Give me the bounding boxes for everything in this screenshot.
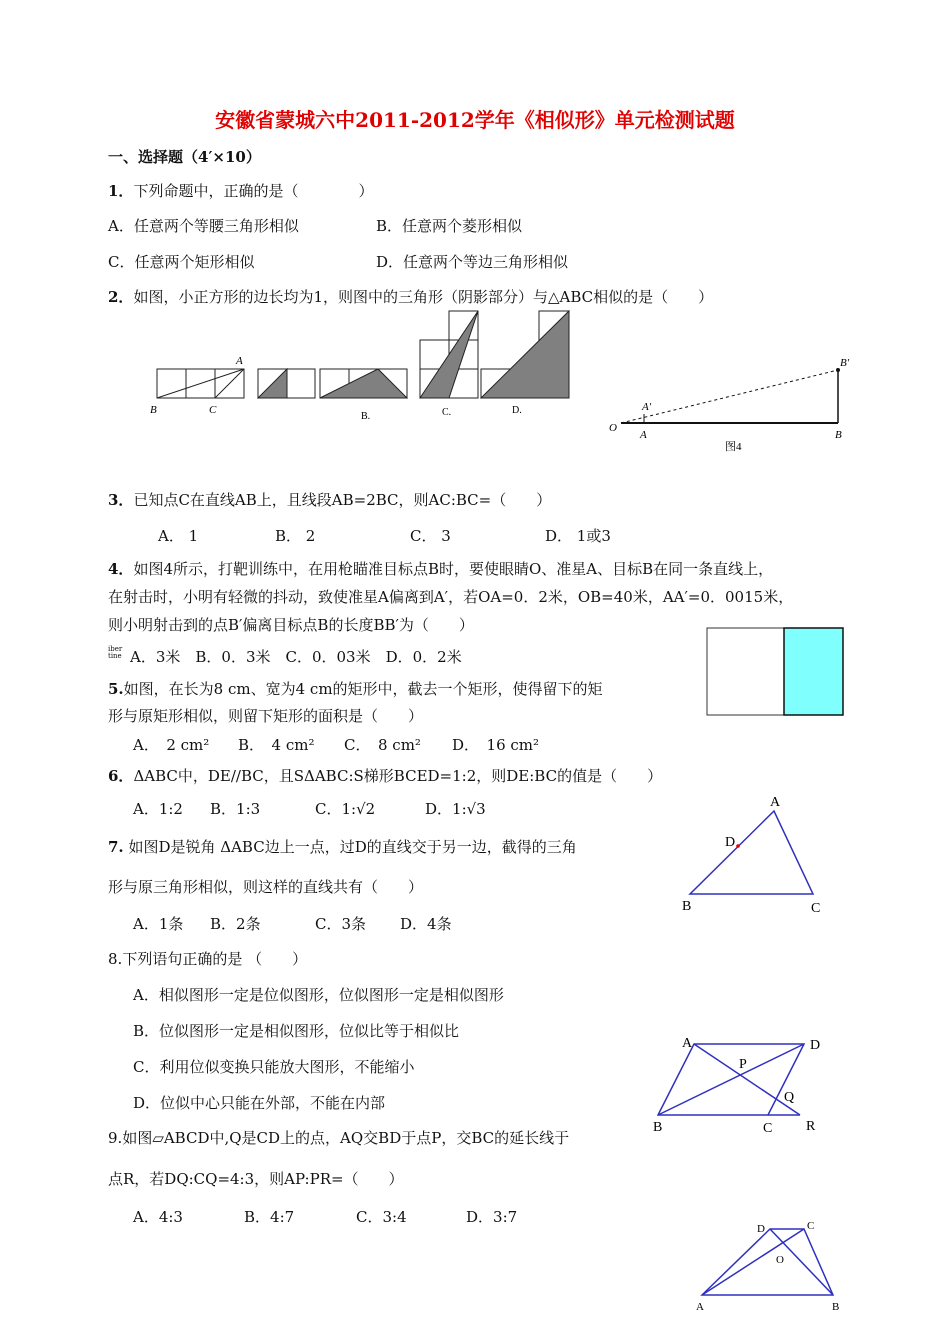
question-line: 如图▱ABCD中,Q是CD上的点，AQ交BD于点P，交BC的延长线于 xyxy=(122,1129,570,1147)
q9-label-d: D xyxy=(810,1038,821,1053)
trap-label-d: D xyxy=(757,1223,765,1235)
q3-option-b: B． 2 xyxy=(275,527,316,545)
question-line: 如图D是锐角 ΔABC边上一点，过D的直线交于另一边，截得的三角 xyxy=(128,838,577,856)
question-4 xyxy=(108,558,773,579)
question-line: 如图4所示，打靶训练中，在用枪瞄准目标点B时，要使眼睛O、准星A、目标B在同一条直线上， xyxy=(133,560,774,578)
question-number: 7. xyxy=(108,838,124,856)
q8-option-b: B．位似图形一定是相似图形，位似比等于相似比 xyxy=(133,1022,460,1040)
q9-option-b: B．4:7 xyxy=(244,1208,295,1226)
question-4-line-3: 则小明射击到的点B′偏离目标点B的长度BB′为（ ） xyxy=(108,616,474,634)
q9-label-p: P xyxy=(739,1057,747,1072)
trap-label-c: C xyxy=(807,1220,815,1232)
question-8 xyxy=(108,948,307,969)
option-b-label: B. xyxy=(361,411,371,422)
trap-label-b: B xyxy=(832,1301,840,1313)
q7-label-a: A xyxy=(770,795,781,810)
question-stem: 如图，小正方形的边长均为1，则图中的三角形（阴影部分）与△ABC相似的是（ ） xyxy=(133,288,714,306)
question-9 xyxy=(108,1127,569,1148)
q7-option-d: D．4条 xyxy=(400,915,452,933)
q7-option-a: A．1条 xyxy=(133,915,184,933)
fig4-o: O xyxy=(609,422,617,434)
q8-option-d: D．位似中心只能在外部，不能在内部 xyxy=(133,1094,386,1112)
q5-option-d: D． 16 cm² xyxy=(452,736,540,754)
question-7 xyxy=(108,836,577,857)
question-number: 5. xyxy=(108,680,124,698)
trap-label-a: A xyxy=(696,1301,704,1313)
q8-option-c: C．利用位似变换只能放大图形，不能缩小 xyxy=(133,1058,415,1076)
question-6 xyxy=(108,765,662,786)
page-title: 安徽省蒙城六中2011-2012学年《相似形》单元检测试题 xyxy=(215,108,735,132)
question-7-line-2: 形与原三角形相似，则这样的直线共有（ ） xyxy=(108,878,424,896)
q9-option-a: A．4:3 xyxy=(133,1208,183,1226)
label-a: A xyxy=(236,355,243,367)
q7-label-b: B xyxy=(682,899,692,914)
q9-option-c: C．3:4 xyxy=(356,1208,407,1226)
q7-label-d: D xyxy=(725,835,736,850)
question-number: 1． xyxy=(108,182,134,200)
fig4-a: A xyxy=(640,429,647,441)
label-b: B xyxy=(150,404,157,416)
q4-options: A．3米 B．0．3米 C．0．03米 D．0．2米 xyxy=(130,648,462,666)
question-9-line-2: 点R，若DQ:CQ=4:3，则AP:PR=（ ） xyxy=(108,1170,404,1188)
q6-option-a: A．1:2 xyxy=(133,800,183,818)
question-number: 9. xyxy=(108,1129,123,1147)
q9-label-b: B xyxy=(653,1120,663,1135)
option-c-label: C. xyxy=(442,407,452,418)
question-number: 4． xyxy=(108,560,134,578)
question-stem: 下列命题中，正确的是（ ） xyxy=(133,182,374,200)
q7-option-c: C．3条 xyxy=(315,915,367,933)
q3-option-d: D． 1或3 xyxy=(545,527,611,545)
q3-option-c: C． 3 xyxy=(410,527,451,545)
q7-option-b: B．2条 xyxy=(210,915,261,933)
q5-option-a: A． 2 cm² xyxy=(133,736,210,754)
option-d-label: D. xyxy=(512,405,522,416)
question-stem: ΔABC中，DE//BC，且SΔABC:S梯形BCED=1:2，则DE:BC的值是（ ） xyxy=(133,767,663,785)
q5-option-b: B． 4 cm² xyxy=(238,736,315,754)
trap-label-o: O xyxy=(776,1254,784,1266)
scan-artifact: iber tine xyxy=(108,645,123,660)
fig4-b-prime: B′ xyxy=(840,357,850,369)
q1-option-c: C．任意两个矩形相似 xyxy=(108,253,255,271)
q5-option-c: C． 8 cm² xyxy=(344,736,421,754)
q9-label-c: C xyxy=(763,1121,773,1136)
question-line: 如图，在长为8 cm、宽为4 cm的矩形中，截去一个矩形，使得留下的矩 xyxy=(123,680,603,698)
q6-option-c: C．1:√2 xyxy=(315,800,376,818)
q1-option-b: B．任意两个菱形相似 xyxy=(376,217,523,235)
q1-option-d: D．任意两个等边三角形相似 xyxy=(376,253,569,271)
q9-label-q: Q xyxy=(784,1090,795,1105)
question-number: 6． xyxy=(108,767,134,785)
q9-option-d: D．3:7 xyxy=(466,1208,518,1226)
q1-option-a: A．任意两个等腰三角形相似 xyxy=(108,217,299,235)
q6-option-b: B．1:3 xyxy=(210,800,261,818)
section-heading: 一、选择题（4′×10） xyxy=(108,148,261,166)
question-5-line-2: 形与原矩形相似，则留下矩形的面积是（ ） xyxy=(108,707,424,725)
q9-label-a: A xyxy=(682,1036,693,1051)
question-number: 8. xyxy=(108,950,123,968)
q3-option-a: A． 1 xyxy=(158,527,199,545)
q9-label-r: R xyxy=(806,1119,816,1134)
fig4-a-prime: A′ xyxy=(642,401,652,413)
question-3 xyxy=(108,489,551,510)
fig4-b: B xyxy=(835,429,842,441)
question-number: 2． xyxy=(108,288,134,306)
question-stem: 下列语句正确的是 （ ） xyxy=(122,950,308,968)
question-4-line-2: 在射击时，小明有轻微的抖动，致使准星A偏离到A′，若OA=0．2米，OB=40米，AA′=0．0015米， xyxy=(108,588,794,606)
q8-option-a: A．相似图形一定是位似图形，位似图形一定是相似图形 xyxy=(133,986,504,1004)
question-number: 3． xyxy=(108,491,134,509)
question-stem: 已知点C在直线AB上，且线段AB=2BC，则AC:BC=（ ） xyxy=(133,491,552,509)
fig4-caption: 图4 xyxy=(725,441,742,453)
q7-label-c: C xyxy=(811,901,821,916)
question-5 xyxy=(108,678,603,699)
label-c: C xyxy=(209,404,217,416)
q6-option-d: D．1:√3 xyxy=(425,800,486,818)
